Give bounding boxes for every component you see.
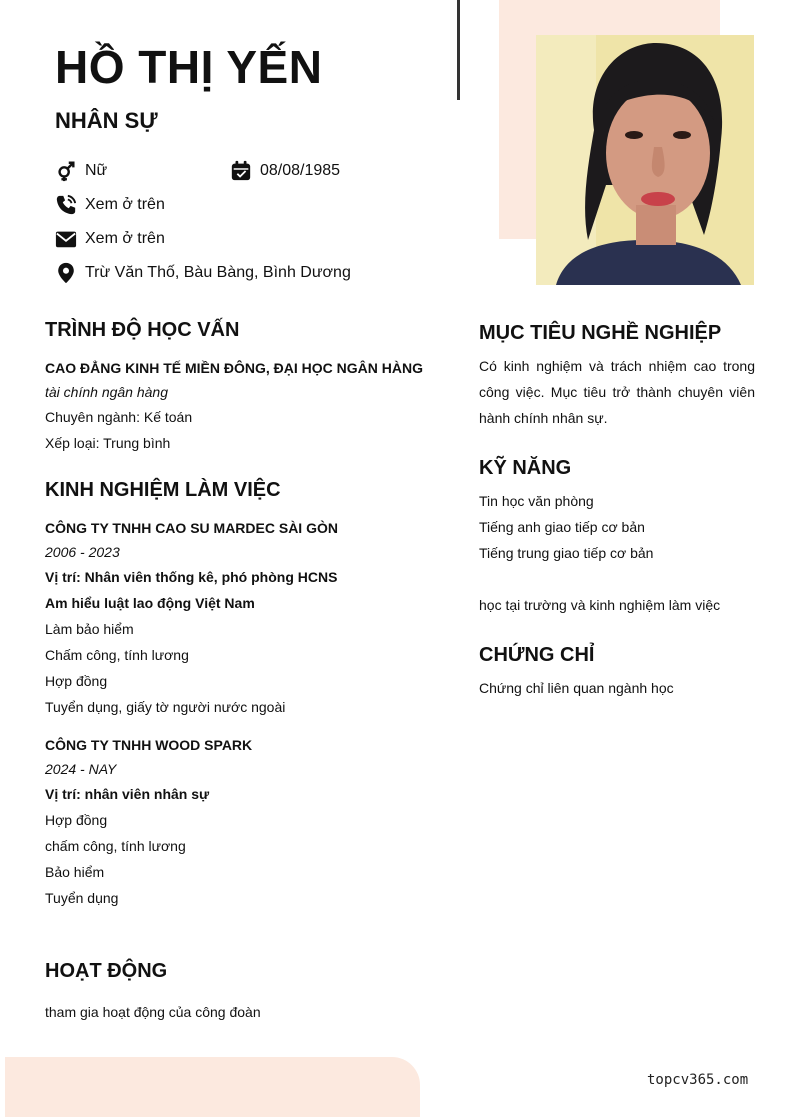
certificates-text: Chứng chỉ liên quan ngành học bbox=[479, 680, 674, 696]
certificates-heading: CHỨNG CHỈ bbox=[479, 644, 595, 666]
education-subtitle: tài chính ngân hàng bbox=[45, 384, 168, 400]
education-grade: Xếp loại: Trung bình bbox=[45, 435, 171, 451]
job-2-period: 2024 - NAY bbox=[45, 761, 117, 777]
job-1-task: Hợp đồng bbox=[45, 673, 108, 689]
location-pin-icon bbox=[55, 262, 77, 284]
activities-heading: HOẠT ĐỘNG bbox=[45, 960, 168, 982]
skill-item: Tiếng trung giao tiếp cơ bản bbox=[479, 545, 654, 561]
job-2-task: Bảo hiểm bbox=[45, 864, 105, 880]
gender-icon bbox=[55, 160, 77, 182]
education-major: Chuyên ngành: Kế toán bbox=[45, 409, 193, 425]
birthdate-text: 08/08/1985 bbox=[260, 162, 341, 179]
skill-item: Tiếng anh giao tiếp cơ bản bbox=[479, 519, 645, 535]
job-1-highlight: Am hiểu luật lao động Việt Nam bbox=[45, 595, 255, 611]
skills-note: học tại trường và kinh nghiệm làm việc bbox=[479, 597, 721, 613]
job-1-task: Tuyển dụng, giấy tờ người nước ngoài bbox=[45, 699, 286, 715]
objective-heading: MỤC TIÊU NGHỀ NGHIỆP bbox=[479, 322, 722, 344]
phone-text: Xem ở trên bbox=[85, 196, 165, 213]
job-2-task: Hợp đồng bbox=[45, 812, 108, 828]
education-school: CAO ĐẲNG KINH TẾ MIỀN ĐÔNG, ĐẠI HỌC NGÂN HÀNG bbox=[45, 360, 423, 376]
calendar-icon bbox=[230, 160, 252, 182]
activities-text: tham gia hoạt động của công đoàn bbox=[45, 1004, 261, 1020]
job-1-task: Làm bảo hiểm bbox=[45, 621, 134, 637]
phone-icon bbox=[55, 194, 77, 216]
objective-text: Có kinh nghiệm và trách nhiệm cao trong công việc. Mục tiêu trở thành chuyên viên hành chính nhân sự. bbox=[479, 358, 755, 426]
full-name: HỒ THỊ YẾN bbox=[55, 41, 323, 93]
experience-heading: KINH NGHIỆM LÀM VIỆC bbox=[45, 479, 281, 501]
footer-site: topcv365.com bbox=[647, 1072, 749, 1088]
skill-item: Tin học văn phòng bbox=[479, 493, 594, 509]
job-2-task: chấm công, tính lương bbox=[45, 838, 186, 854]
job-1-task: Chấm công, tính lương bbox=[45, 647, 189, 663]
address-text: Trừ Văn Thố, Bàu Bàng, Bình Dương bbox=[85, 264, 351, 281]
job-1-position: Vị trí: Nhân viên thống kê, phó phòng HCNS bbox=[45, 569, 338, 585]
envelope-icon bbox=[55, 228, 77, 250]
address-row bbox=[55, 262, 351, 284]
job-2-task: Tuyển dụng bbox=[45, 890, 119, 906]
job-1-company: CÔNG TY TNHH CAO SU MARDEC SÀI GÒN bbox=[45, 520, 338, 536]
job-2-company: CÔNG TY TNHH WOOD SPARK bbox=[45, 737, 253, 753]
email-row bbox=[55, 228, 165, 250]
skills-heading: KỸ NĂNG bbox=[479, 457, 572, 479]
gender-text: Nữ bbox=[85, 162, 108, 179]
profile-photo bbox=[536, 35, 754, 285]
footer-decoration bbox=[5, 1057, 420, 1117]
email-text: Xem ở trên bbox=[85, 230, 165, 247]
phone-row bbox=[55, 194, 165, 216]
education-heading: TRÌNH ĐỘ HỌC VẤN bbox=[45, 319, 240, 341]
job-title: NHÂN SỰ bbox=[55, 108, 158, 133]
divider-line bbox=[457, 0, 460, 100]
job-1-period: 2006 - 2023 bbox=[45, 544, 120, 560]
job-2-position: Vị trí: nhân viên nhân sự bbox=[45, 786, 210, 802]
birthdate-row bbox=[230, 160, 340, 182]
gender-row bbox=[55, 160, 107, 182]
